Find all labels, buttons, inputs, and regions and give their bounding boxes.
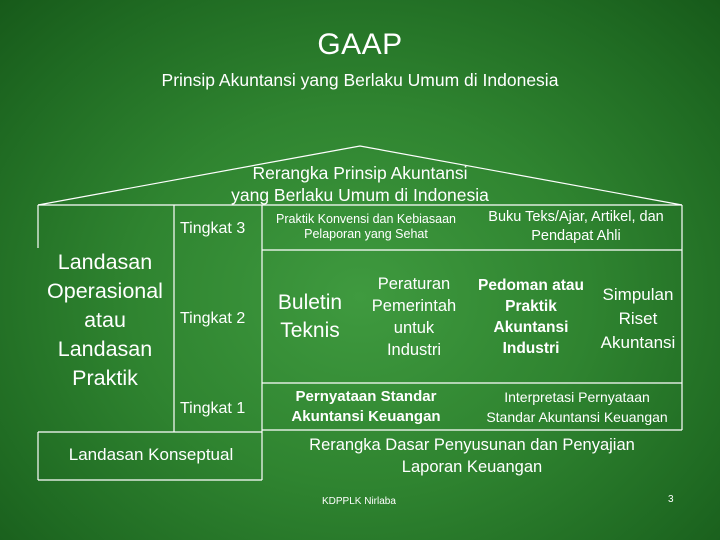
row2-pedoman-line-4: Industri: [502, 340, 560, 357]
conceptual-framework-line-1: Rerangka Dasar Penyusunan dan Penyajian: [309, 436, 635, 454]
side-label-line-4: Landasan: [57, 337, 153, 361]
roof-title-line-1: Rerangka Prinsip Akuntansi: [252, 163, 468, 183]
row2-peraturan-line-4: Industri: [386, 341, 442, 359]
slide-footer: KDPPLK Nirlaba: [322, 496, 396, 507]
row2-pedoman-line-3: Akuntansi: [493, 319, 569, 336]
row2-cell-buletin: [262, 286, 358, 348]
slide-title: GAAP: [317, 28, 403, 61]
row3-cell-buku-teks: [470, 208, 682, 246]
row2-peraturan-line-2: Pemerintah: [371, 297, 457, 315]
row2-cell-peraturan: [354, 268, 474, 366]
row2-simpulan-line-2: Riset: [618, 309, 658, 328]
conceptual-foundation-label: Landasan Konseptual: [68, 445, 234, 464]
row2-peraturan-line-3: untuk: [393, 319, 435, 337]
row2-peraturan-line-1: Peraturan: [377, 275, 451, 293]
level-2-label: Tingkat 2: [180, 310, 246, 327]
row3-konvensi-line-1: Praktik Konvensi dan Kebiasaan: [276, 212, 456, 226]
row1-cell-psak: [262, 386, 470, 428]
row1-psak-line-1: Pernyataan Standar: [295, 388, 437, 405]
side-label-line-5: Praktik: [72, 366, 138, 390]
roof-title: [190, 162, 530, 206]
row1-interpretasi-line-1: Interpretasi Pernyataan: [504, 389, 650, 405]
row2-pedoman-line-2: Praktik: [505, 298, 557, 315]
side-label-line-2: Operasional: [47, 279, 163, 303]
row2-cell-simpulan: [590, 280, 686, 358]
level-1-label: Tingkat 1: [180, 400, 246, 417]
row1-interpretasi-line-2: Standar Akuntansi Keuangan: [486, 409, 668, 425]
row3-buku-line-1: Buku Teks/Ajar, Artikel, dan: [488, 209, 664, 225]
roof-title-line-2: yang Berlaku Umum di Indonesia: [231, 185, 489, 205]
row2-simpulan-line-3: Akuntansi: [600, 333, 676, 352]
row3-cell-konvensi: [262, 210, 470, 244]
side-label-line-3: atau: [84, 308, 126, 332]
slide-page-number: 3: [668, 494, 674, 505]
conceptual-framework-cell: [262, 433, 682, 479]
row1-psak-line-2: Akuntansi Keuangan: [291, 408, 441, 425]
row2-pedoman-line-1: Pedoman atau: [478, 277, 584, 294]
slide-subtitle: Prinsip Akuntansi yang Berlaku Umum di Indonesia: [161, 70, 559, 90]
row3-buku-line-2: Pendapat Ahli: [531, 228, 621, 244]
side-label: [34, 248, 176, 393]
row3-konvensi-line-2: Pelaporan yang Sehat: [304, 227, 428, 241]
side-label-line-1: Landasan: [57, 250, 153, 274]
row2-buletin-line-1: Buletin: [277, 291, 343, 314]
row1-cell-interpretasi: [470, 386, 684, 428]
conceptual-framework-line-2: Laporan Keuangan: [401, 458, 543, 476]
row2-simpulan-line-1: Simpulan: [602, 285, 674, 304]
level-3-label: Tingkat 3: [180, 220, 246, 237]
row2-cell-pedoman: [470, 272, 592, 362]
row2-buletin-line-2: Teknis: [280, 319, 340, 342]
